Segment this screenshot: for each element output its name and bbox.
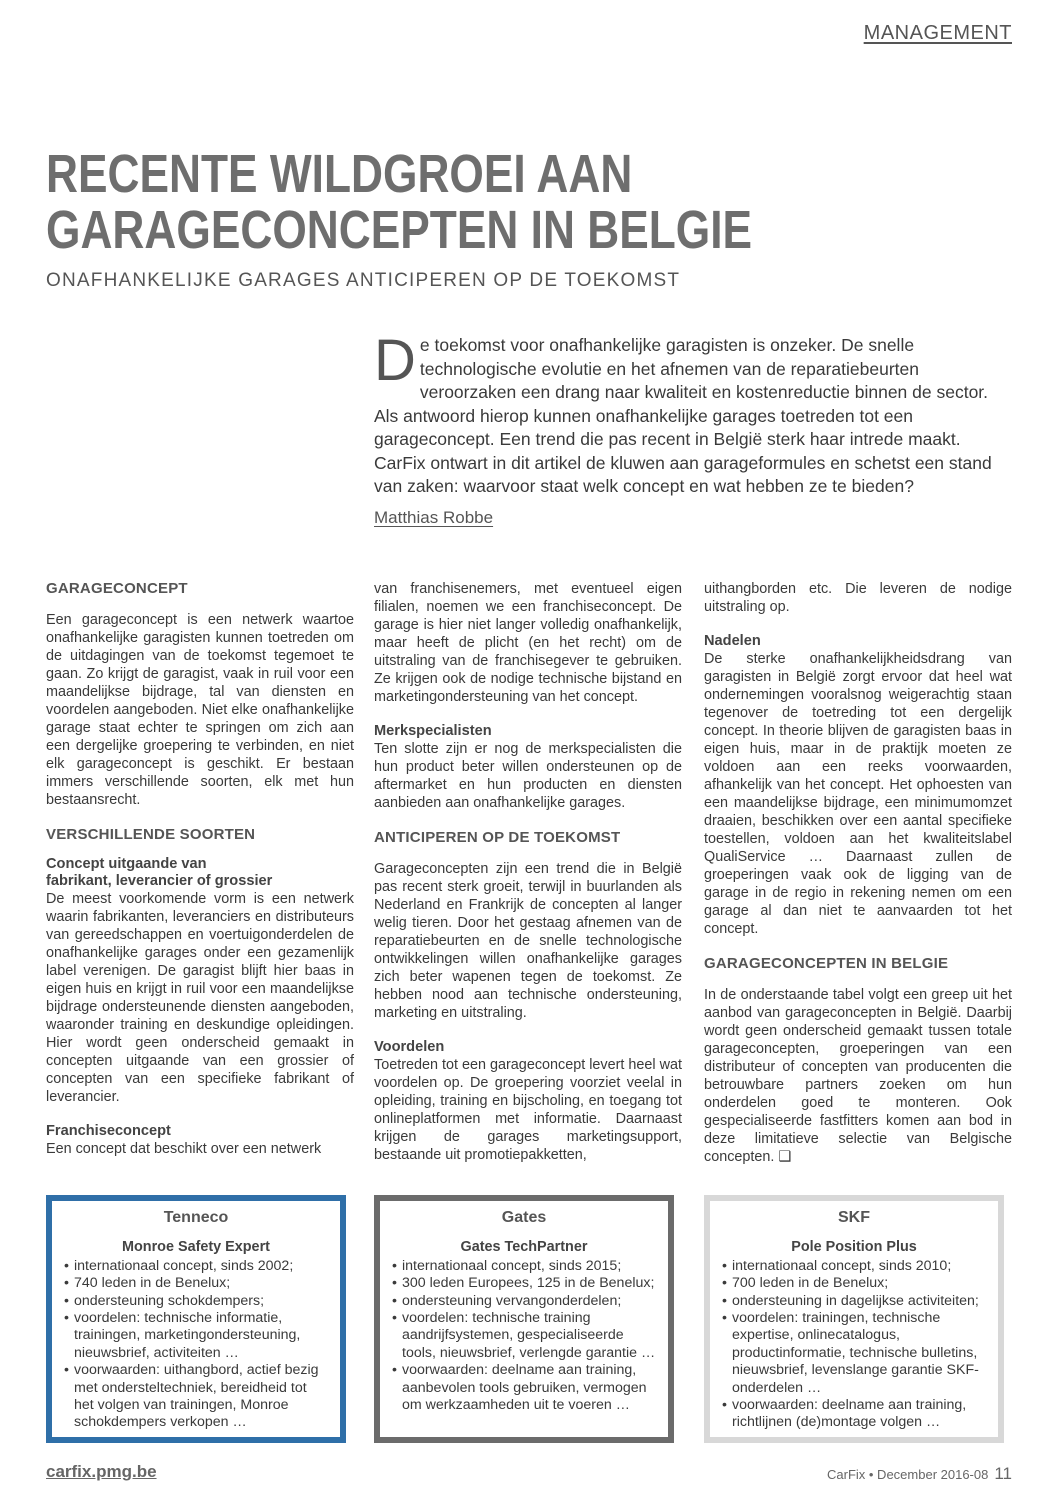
headline-line-2: GARAGECONCEPTEN IN BELGIE	[46, 200, 753, 260]
list-item: • internationaal concept, sinds 2002;	[64, 1258, 328, 1275]
box-list	[64, 1258, 328, 1432]
paragraph-anticiperen: Garageconcepten zijn een trend die in België pas recent sterk groeit, terwijl in buurlanden als Nederland en Frankrijk de concepten al langer welig tieren. Door het gestaag afnemen van de reparatiebeurten en de snelle technologische ontwikkelingen willen onafhankelijke garages zich beter wapenen tegen de toekomst. Ze hebben nood aan technische ondersteuning, marketing en uitstraling.	[374, 861, 682, 1021]
intro-paragraph	[374, 328, 1014, 499]
headline-line-1: RECENTE WILDGROEI AAN	[46, 144, 633, 204]
list-item: • ondersteuning in dagelijkse activiteiten;	[722, 1293, 986, 1310]
heading-garageconcepten-belgie: GARAGECONCEPTEN IN BELGIE	[704, 955, 949, 972]
intro-text: e toekomst voor onafhankelijke garagisten is onzeker. De snelle technologische evolutie en het afnemen van de reparatiebeurten veroorzaken een drang naar kwaliteit en kostenreductie binnen de sector. Als antwoord hierop kunnen onafhankelijke garages toetreden tot een garageconcept. Een trend die pas recent in België sterk haar intrede maakt. CarFix ontwart in dit artikel de kluwen aan garageformules en schetst een stand van zaken: waarvoor staat welk concept en wat hebben ze te bieden?	[374, 335, 992, 496]
footer-issue-info	[827, 1464, 1012, 1484]
paragraph-garageconcepten-belgie: In de onderstaande tabel volgt een greep uit het aanbod van garageconcepten in België. Daarbij wordt geen onderscheid gemaakt tussen totale garageconcepten, groeperingen van een distributeur of concepten van producenten die betrouwbare partners zoeken om hun onderdelen goed te monteren. Ook gespecialiseerde fastfitters komen aan bod in deze limitatieve selectie van Belgische concepten. ❑	[704, 987, 1012, 1165]
list-item: • 300 leden Europees, 125 in de Benelux;	[392, 1275, 656, 1292]
section-tag: MANAGEMENT	[863, 22, 1012, 44]
footer-issue: CarFix • December 2016-08	[827, 1467, 989, 1482]
page-number: 11	[994, 1464, 1012, 1483]
footer-site-link[interactable]: carfix.pmg.be	[46, 1462, 157, 1481]
article-headline	[46, 146, 833, 258]
concept-box-tenneco	[46, 1195, 346, 1443]
article-subheadline: ONAFHANKELIJKE GARAGES ANTICIPEREN OP DE TOEKOMST	[46, 270, 681, 291]
box-list	[722, 1258, 986, 1432]
concept-box-skf	[704, 1195, 1004, 1443]
list-item: • 740 leden in de Benelux;	[64, 1275, 328, 1292]
paragraph-voordelen: Toetreden tot een garageconcept levert heel wat voordelen op. De groepering voorziet veelal in opleiding, training en bijscholing, en toegang tot onlineplatformen met informatie. Daarnaast krijgen de garages marketingsupport, bestaande uit promotiepakketten,	[374, 1057, 683, 1163]
paragraph-nadelen: De sterke onafhankelijkheidsdrang van garagisten in België zorgt ervoor dat heel wat ondernemingen vooralsnog weigerachtig staan tegenover de toetreding tot een dergelijk concept. In theorie blijven de garagisten baas in eigen huis, maar in de praktijk moeten ze voldoen aan een reeks voorwaarden, afhankelijk van het concept. Het ophoesten van een maandelijkse bijdrage, een minimumomzet draaien, beschikken over een aantal specifieke toestellen, voldoen aan het kwaliteitslabel QualiService … Daarnaast zullen de groeperingen vaak ook de ligging van de garage in de regio in rekening nemen om een garage al dan niet te aanvaarden tot het concept.	[704, 651, 1012, 937]
column-2	[374, 580, 682, 1164]
paragraph-franchise-cont: van franchisenemers, met eventueel eigen filialen, noemen we een franchiseconcept. De garage is hier niet langer volledig onafhankelijk, maar heeft de plicht (en het recht) om de uitstraling van de franchisegever te gebruiken. Ze krijgen ook de nodige technische bijstand en marketingondersteuning van het concept.	[374, 581, 682, 705]
list-item: • internationaal concept, sinds 2015;	[392, 1258, 656, 1275]
column-3	[704, 580, 1012, 1166]
paragraph-concept: De meest voorkomende vorm is een netwerk waarin fabrikanten, leveranciers en distributeurs van gereedschappen en voertuigonderdelen de onafhankelijke garages onder een gezamenlijk label verenigen. De garagist blijft hier baas in eigen huis en krijgt in ruil voor een maandelijkse bijdrage ondersteunende diensten aangeboden, waaronder training en deskundige opleidingen. Hier wordt geen onderscheid gemaakt in concepten uitgaande van een grossier of concepten van een specifieke fabrikant of leverancier.	[46, 891, 354, 1105]
box-title: Gates	[501, 1209, 547, 1226]
list-item: • voorwaarden: uithangbord, actief bezig met ondersteltechniek, bereidheid tot het volgen van trainingen, Monroe schokdempers verkopen …	[64, 1362, 328, 1432]
drop-cap: D	[374, 328, 416, 393]
subheading-merkspecialisten: Merkspecialisten	[374, 723, 492, 739]
list-item: • ondersteuning vervangonderdelen;	[392, 1293, 656, 1310]
box-title: Tenneco	[163, 1209, 229, 1226]
column-1	[46, 580, 354, 1158]
list-item: • voordelen: trainingen, technische expertise, onlinecatalogus, productinformatie, technische bulletins, nieuwsbrief, levenslange garantie SKF-onderdelen …	[722, 1310, 986, 1397]
heading-anticiperen: ANTICIPEREN OP DE TOEKOMST	[374, 829, 621, 846]
paragraph-garageconcept: Een garageconcept is een netwerk waartoe onafhankelijke garagisten kunnen toetreden om de uitdagingen van de toekomst tegemoet te gaan. Zo krijgt de garagist, vaak in ruil voor een maandelijkse bijdrage, tal van diensten en voordelen aangeboden. Niet elke onafhankelijke garage staat echter te springen om zich aan een dergelijke groepering te verbinden, en niet elk garageconcept is geschikt. Er bestaan immers verschillende soorten, elk met hun bestaansrecht.	[46, 612, 354, 808]
heading-garageconcept: GARAGECONCEPT	[46, 580, 188, 597]
list-item: • voorwaarden: deelname aan training, aanbevolen tools gebruiken, vermogen om werkzaamheden uit te voeren …	[392, 1362, 656, 1414]
concept-box-gates	[374, 1195, 674, 1443]
box-subtitle: Pole Position Plus	[791, 1239, 917, 1256]
subheading-concept-line-2: fabrikant, leverancier of grossier	[46, 873, 273, 889]
box-subtitle: Gates TechPartner	[460, 1239, 588, 1256]
paragraph-franchise-start: Een concept dat beschikt over een netwerk	[46, 1141, 322, 1157]
heading-verschillende-soorten: VERSCHILLENDE SOORTEN	[46, 826, 256, 843]
list-item: • internationaal concept, sinds 2010;	[722, 1258, 986, 1275]
paragraph-voordelen-cont: uithangborden etc. Die leveren de nodige uitstraling op.	[704, 581, 1012, 615]
box-list	[392, 1258, 656, 1415]
box-subtitle: Monroe Safety Expert	[122, 1239, 270, 1256]
box-title: SKF	[838, 1209, 870, 1226]
paragraph-merkspecialisten: Ten slotte zijn er nog de merkspecialisten die hun product beter willen ondersteunen op de aftermarket en hun producten en diensten aanbieden aan onafhankelijke garages.	[374, 741, 682, 811]
list-item: • 700 leden in de Benelux;	[722, 1275, 986, 1292]
list-item: • voorwaarden: deelname aan training, richtlijnen (de)montage volgen …	[722, 1397, 986, 1432]
subheading-nadelen: Nadelen	[704, 633, 761, 649]
list-item: • voordelen: technische informatie, trainingen, marketingondersteuning, nieuwsbrief, activiteiten …	[64, 1310, 328, 1362]
list-item: • voordelen: technische training aandrijfsystemen, gespecialiseerde tools, nieuwsbrief, verlengde garantie …	[392, 1310, 656, 1362]
list-item: • ondersteuning schokdempers;	[64, 1293, 328, 1310]
subheading-franchiseconcept: Franchiseconcept	[46, 1123, 171, 1139]
subheading-concept-line-1: Concept uitgaande van	[46, 856, 207, 872]
author-byline[interactable]: Matthias Robbe	[374, 508, 494, 527]
subheading-voordelen: Voordelen	[374, 1039, 445, 1055]
